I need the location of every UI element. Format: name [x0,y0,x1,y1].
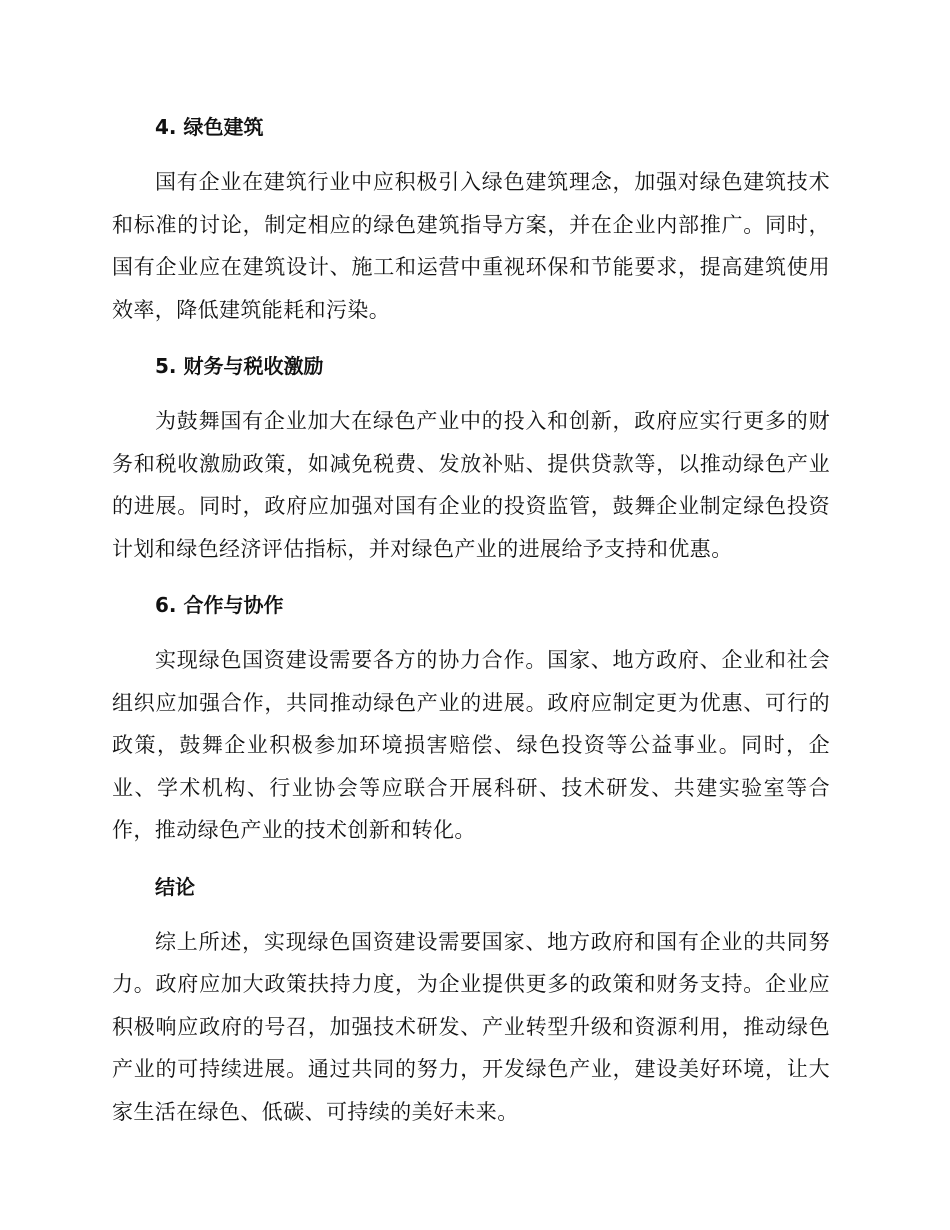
section-heading-cooperation: 6. 合作与协作 [155,593,284,617]
section-heading-green-building: 4. 绿色建筑 [155,115,264,139]
section-paragraph-finance-tax: 为鼓舞国有企业加大在绿色产业中的投入和创新，政府应实行更多的财务和税收激励政策，如减免税费、发放补贴、提供贷款等，以推动绿色产业的进展。同时，政府应加强对国有企业的投资监管，鼓舞企业制定绿色投资计划和绿色经济评估指标，并对绿色产业的进展给予支持和优惠。 [112,409,830,561]
section-heading-conclusion: 结论 [155,874,195,899]
document-body [112,108,830,1133]
section-paragraph-green-building: 国有企业在建筑行业中应积极引入绿色建筑理念，加强对绿色建筑技术和标准的讨论，制定相应的绿色建筑指导方案，并在企业内部推广。同时，国有企业应在建筑设计、施工和运营中重视环保和节能要求，提高建筑使用效率，降低建筑能耗和污染。 [112,170,830,322]
section-heading-finance-tax: 5. 财务与税收激励 [155,354,324,378]
section-paragraph-cooperation: 实现绿色国资建设需要各方的协力合作。国家、地方政府、企业和社会组织应加强合作，共同推动绿色产业的进展。政府应制定更为优惠、可行的政策，鼓舞企业积极参加环境损害赔偿、绿色投资等公益事业。同时，企业、学术机构、行业协会等应联合开展科研、技术研发、共建实验室等合作，推动绿色产业的技术创新和转化。 [112,648,830,842]
section-paragraph-conclusion: 综上所述，实现绿色国资建设需要国家、地方政府和国有企业的共同努力。政府应加大政策扶持力度，为企业提供更多的政策和财务支持。企业应积极响应政府的号召，加强技术研发、产业转型升级和资源利用，推动绿色产业的可持续进展。通过共同的努力，开发绿色产业，建设美好环境，让大家生活在绿色、低碳、可持续的美好未来。 [112,929,830,1124]
